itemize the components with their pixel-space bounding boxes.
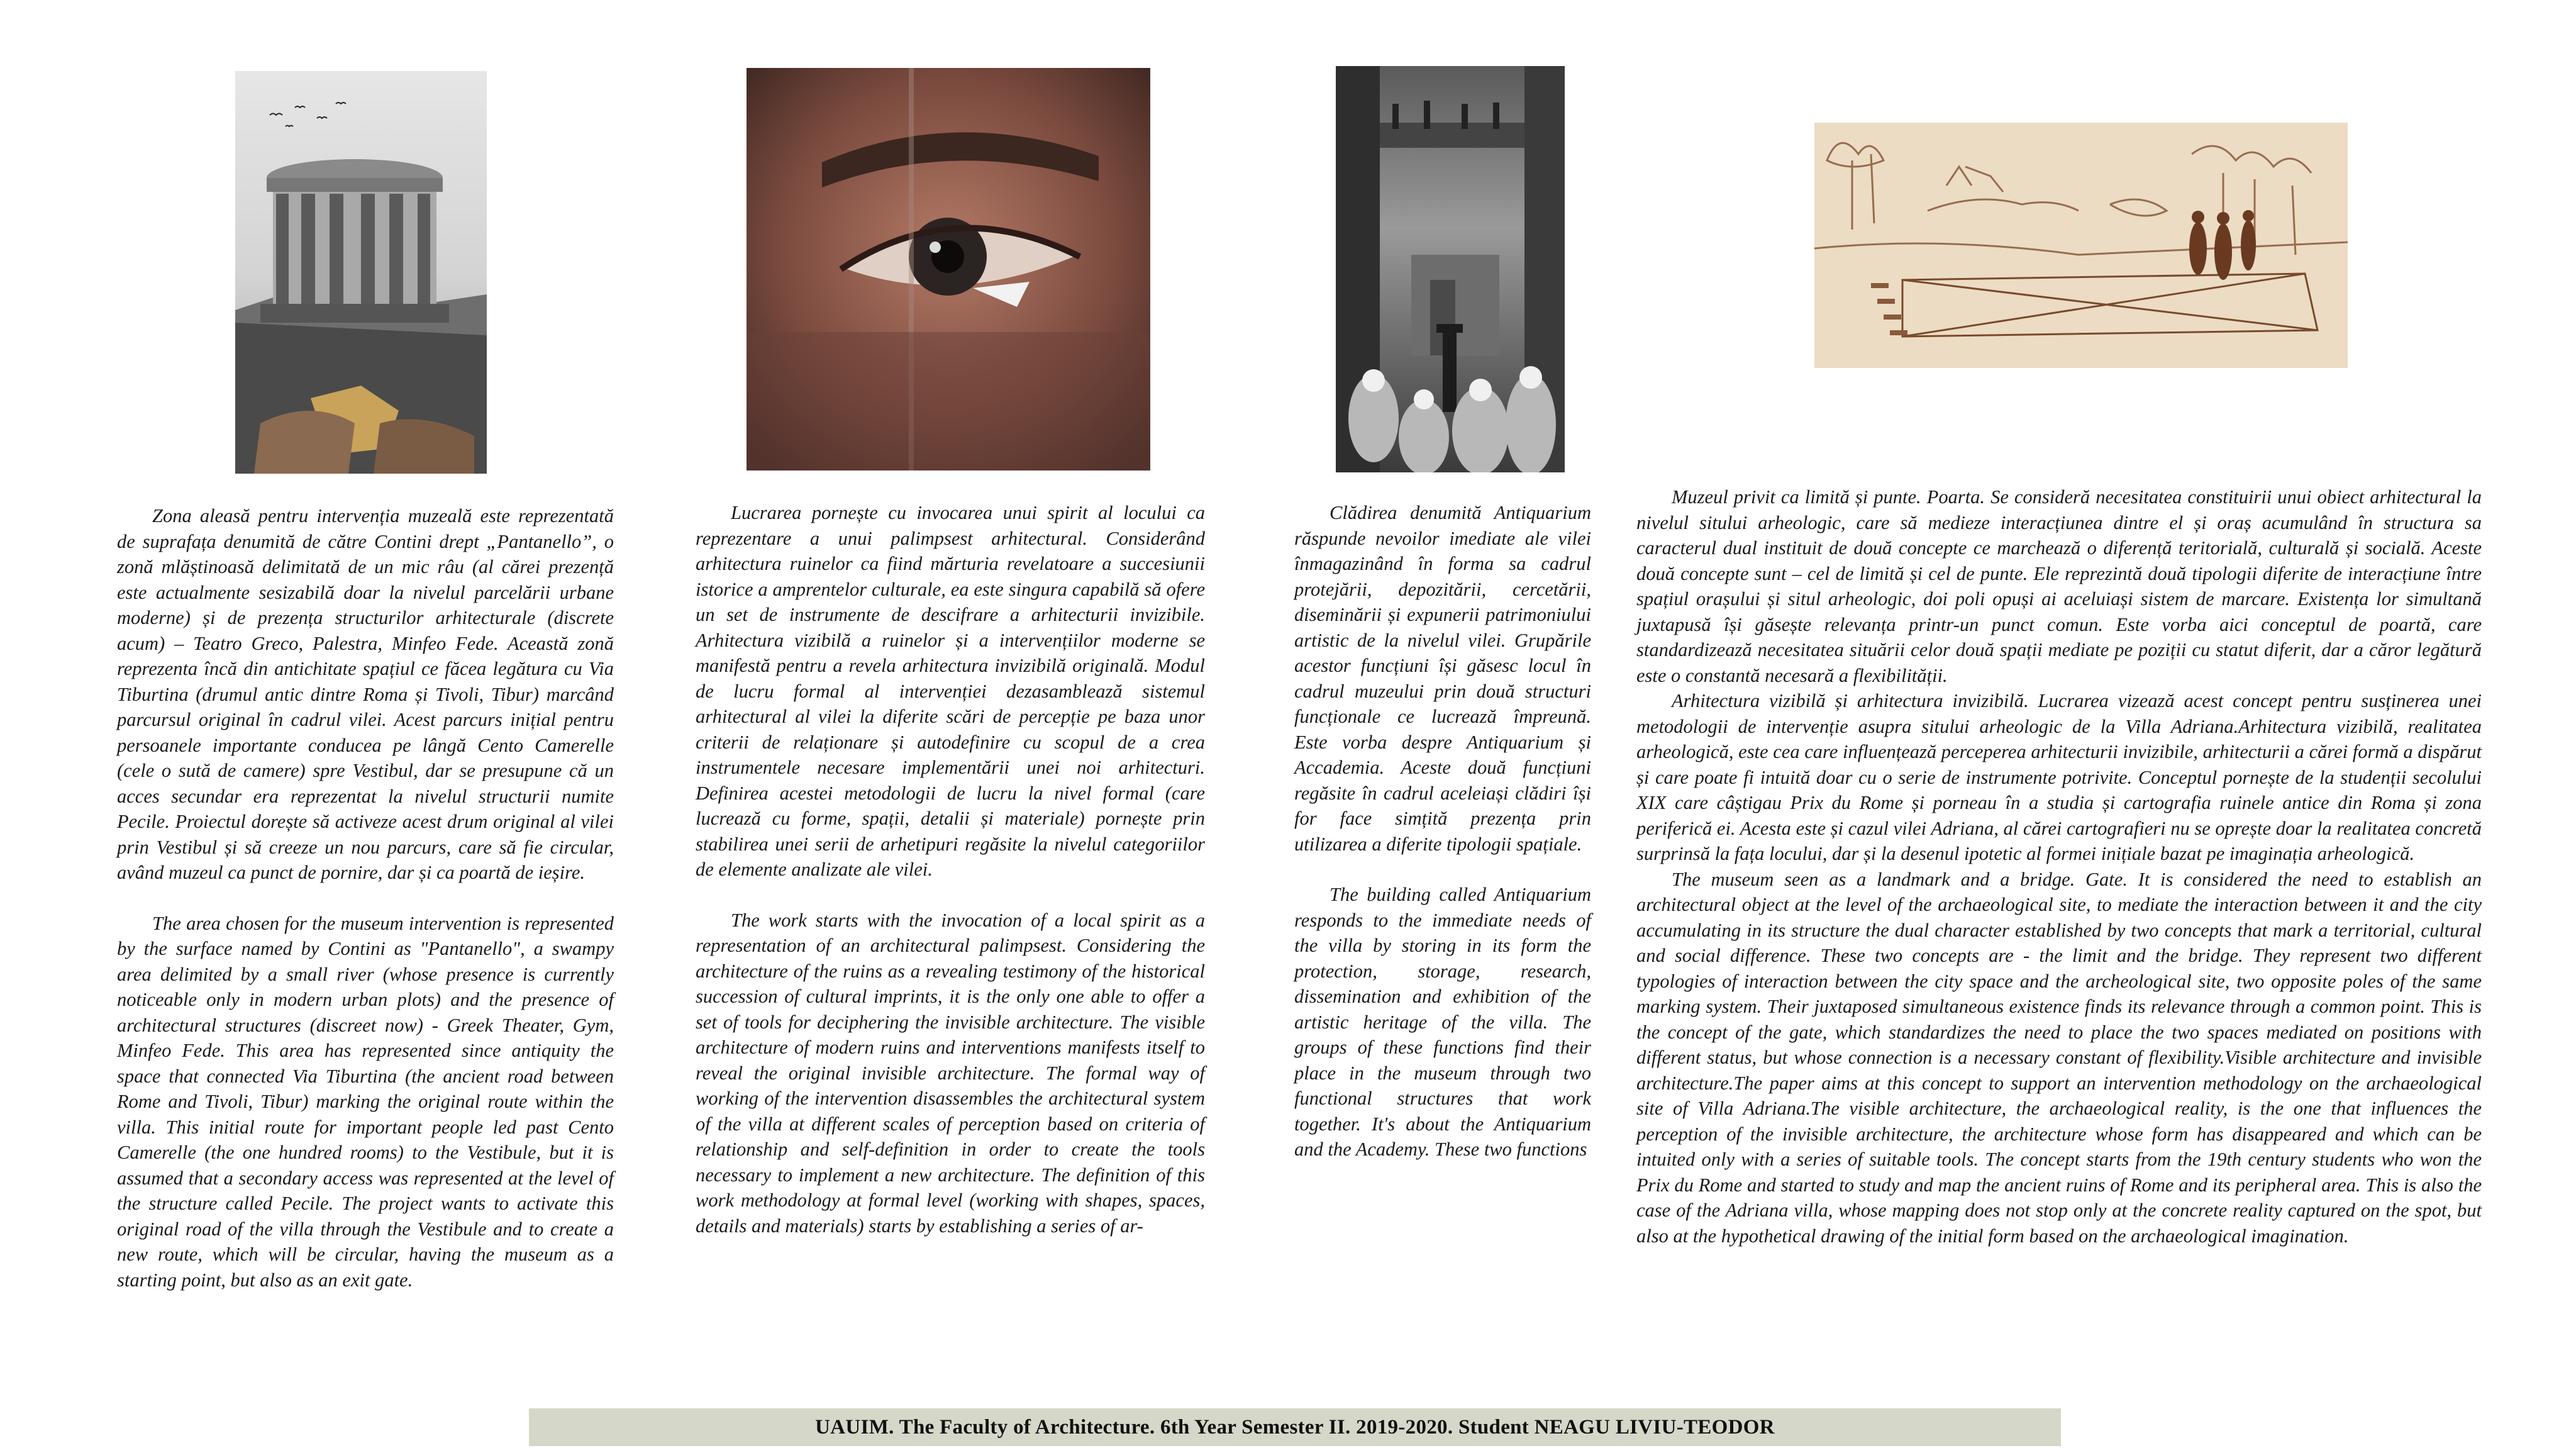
paragraph-ro-2: Arhitectura vizibilă și arhitectura invizibilă. Lucrarea vizează acest concept pentru susținerea unei metodologii de intervenție asupra sitului arheologic de la Villa Adriana.Arhitectura vizibilă, realitatea arheologică, este cea care influențează perceperea arhitecturii invizibile, arhitecturii a cărei formă a dispărut și care poate fi intuită doar cu o serie de instrumente potrivite. Conceptul pornește de la studenții secolului XIX care câștigau Prix du Rome și porneau în a studia și cartografia ruinele antice din Roma și zona periferică ei. Acesta este și cazul vilei Adriana, al cărei cartografieri nu se oprește doar la realitatea concretă surprinsă la fața locului, dar și la desenul ipotetic al formei inițiale bazat pe imaginația arheologică. (1636, 690, 2482, 864)
tower-collage-image (1336, 66, 1565, 472)
paragraph-ro-1: Muzeul privit ca limită și punte. Poarta. Se consideră necesitatea constituirii unui obiect arhitectural la nivelul sitului arheologic, care să medieze interacțiunea dintre el și oraș acumulând în structura sa caracterul dual instituit de două concepte ce marchează o diferență teritorială, culturală și socială. Aceste două concepte sunt – cel de limită și cel de punte. Ele reprezintă două tipologii diferite de interacțiune între spațiul orașului și situl arheologic, doi poli opuși ai aceluiași sistem de marcare. Existența lor simultană juxtapusă își găsește relevanța printr-un punct comun. Este vorba aici conceptul de poartă, care standardizează necesitatea situării celor două spații mediate pe poziții cu statut diferit, dar a căror legătură este o constantă necesară a flexibilității. (1636, 486, 2482, 686)
paragraph-en: The area chosen for the museum intervention is represented by the surface named by Contini as "Pantanello", a swampy area delimited by a small river (whose presence is currently noticeable only in modern urban plots) and the presence of architectural structures (discreet now) - Greek Theater, Gym, Minfeo Fede. This area has represented since antiquity the space that connected Via Tiburtina (the ancient road between Rome and Tivoli, Tibur) marking the original route within the villa. This initial route for important people led past Cento Camerelle (the one hundred rooms) to the Vestibule, but it is assumed that a secondary access was represented at the level of the structure called Pecile. The project wants to activate this original road of the villa through the Vestibule and to create a new route, which will be circular, having the museum as a starting point, but also as an exit gate. (117, 912, 614, 1291)
paragraph-en: The building called Antiquarium responds to the immediate needs of the villa by storing in its form the protection, storage, research, dissemination and exhibition of the artistic heritage of the villa. The groups of these functions find their place in the museum through two functional structures that work together. It's about the Antiquarium and the Academy. These two functions (1294, 884, 1591, 1160)
paragraph-en: The work starts with the invocation of a local spirit as a representation of an architectural palimpsest. Considering the architecture of the ruins as a revealing testimony of the historical succession of cultural imprints, it is the only one able to offer a set of tools for deciphering the invisible architecture. The visible architecture of modern ruins and interventions manifests itself to reveal the original invisible architecture. The formal way of working of the intervention disassembles the architectural system of the villa at different scales of perception based on criteria of relationship and self-definition in order to create the tools necessary to implement a new architecture. The definition of this work methodology at formal level (working with shapes, spaces, details and materials) starts by establishing a series of ar- (696, 909, 1205, 1237)
eye-collage-image (747, 68, 1150, 471)
text-column-4 (1636, 484, 2482, 1249)
temple-collage-image (235, 71, 487, 474)
paragraph-en: The museum seen as a landmark and a bridge. Gate. It is considered the need to establish an architectural object at the level of the archaeological site, to mediate the interaction between it and the city accumulating in its structure the dual character established by two concepts that mark a territorial, cultural and social difference. These two concepts are - the limit and the bridge. They represent two different typologies of interaction between the city space and the archeological site, two opposite poles of the same marking system. Their juxtaposed simultaneous existence finds its relevance through a common point. This is the concept of the gate, which standardizes the need to place the two spaces mediated on positions with different status, but whose connection is a necessary constant of flexibility.Visible architecture and invisible architecture.The paper aims at this concept to support an intervention methodology on the archaeological site of Villa Adriana.The visible architecture, the archaeological reality, is the one that influences the perception of the invisible architecture, the architecture whose form has disappeared and which can be intuited only with a series of suitable tools. The concept starts from the 19th century students who won the Prix du Rome and started to study and map the ancient ruins of Rome and its peripheral area. This is also the case of the Adriana villa, whose mapping does not stop only at the concrete reality captured on the spot, but also at the hypothetical drawing of the initial form based on the archaeological imagination. (1636, 868, 2482, 1247)
sketch-drawing-image (1814, 123, 2348, 368)
paragraph-ro: Zona aleasă pentru intervenția muzeală este reprezentată de suprafața denumită de către Contini drept „Pantanello”, o zonă mlăștinoasă delimitată de un mic râu (al cărei prezență este actualmente sesizabilă doar la nivelul parcelării urbane moderne) și de prezența structurilor arhitecturale (discrete acum) – Teatro Greco, Palestra, Minfeo Fede. Această zonă reprezenta încă din antichitate spațiul ce făcea legătura cu Via Tiburtina (drumul antic dintre Roma și Tivoli, Tibur) marcând parcursul original în cadrul vilei. Acest parcurs inițial pentru persoanele importante conducea pe lângă Cento Camerelle (cele o sută de camere) spre Vestibul, dar se presupune că un acces secundar era reprezentat la nivelul structurii numite Pecile. Proiectul dorește să activeze acest drum original al vilei prin Vestibul și să creeze un nou parcurs, care să fie circular, având muzeul ca punct de pornire, dar și ca poartă de ieșire. (117, 505, 614, 883)
text-column-3 (1294, 500, 1591, 1162)
paragraph-ro: Clădirea denumită Antiquarium răspunde nevoilor imediate ale vilei înmagazinând în forma sa cadrul protejării, depozitării, cercetării, diseminării și expunerii patrimoniului artistic de la nivelul vilei. Grupările acestor funcțiuni își găsesc locul în cadrul muzeului prin două structuri funcționale ce lucrează împreună. Este vorba despre Antiquarium și Accademia. Aceste două funcțiuni regăsite în cadrul aceleiași clădiri își for face simțită prezența prin utilizarea a diferite tipologii spațiale. (1294, 502, 1591, 855)
paragraph-ro: Lucrarea pornește cu invocarea unui spirit al locului ca reprezentare a unui palimpsest arhitectural. Considerând arhitectura ruinelor ca fiind mărturia revelatoare a succesiunii istorice a amprentelor culturale, ea este singura capabilă să ofere un set de instrumente de descifrare a arhitecturii invizibile. Arhitectura vizibilă a ruinelor și a intervențiilor moderne se manifestă pentru a revela arhitectura invizibilă originală. Modul de lucru formal al intervenției dezasamblează sistemul arhitectural al vilei la diferite scări de percepție pe baza unor criterii de relaționare și autodefinire cu scopul de a crea instrumentele necesare implementării unei noi arhitecturi. Definirea acestei metodologii de lucru la nivel formal (care lucrează cu forme, spații, detalii și materiale) pornește prin stabilirea unei serii de arhetipuri regăsite la nivelul categoriilor de elemente analizate ale vilei. (696, 502, 1205, 880)
text-column-1 (117, 503, 614, 1293)
text-column-2 (696, 500, 1205, 1239)
footer-text: UAUIM. The Faculty of Architecture. 6th Year Semester II. 2019-2020. Student NEAGU LIVIU-TEODOR (815, 1415, 1775, 1439)
footer-bar (529, 1408, 2061, 1446)
